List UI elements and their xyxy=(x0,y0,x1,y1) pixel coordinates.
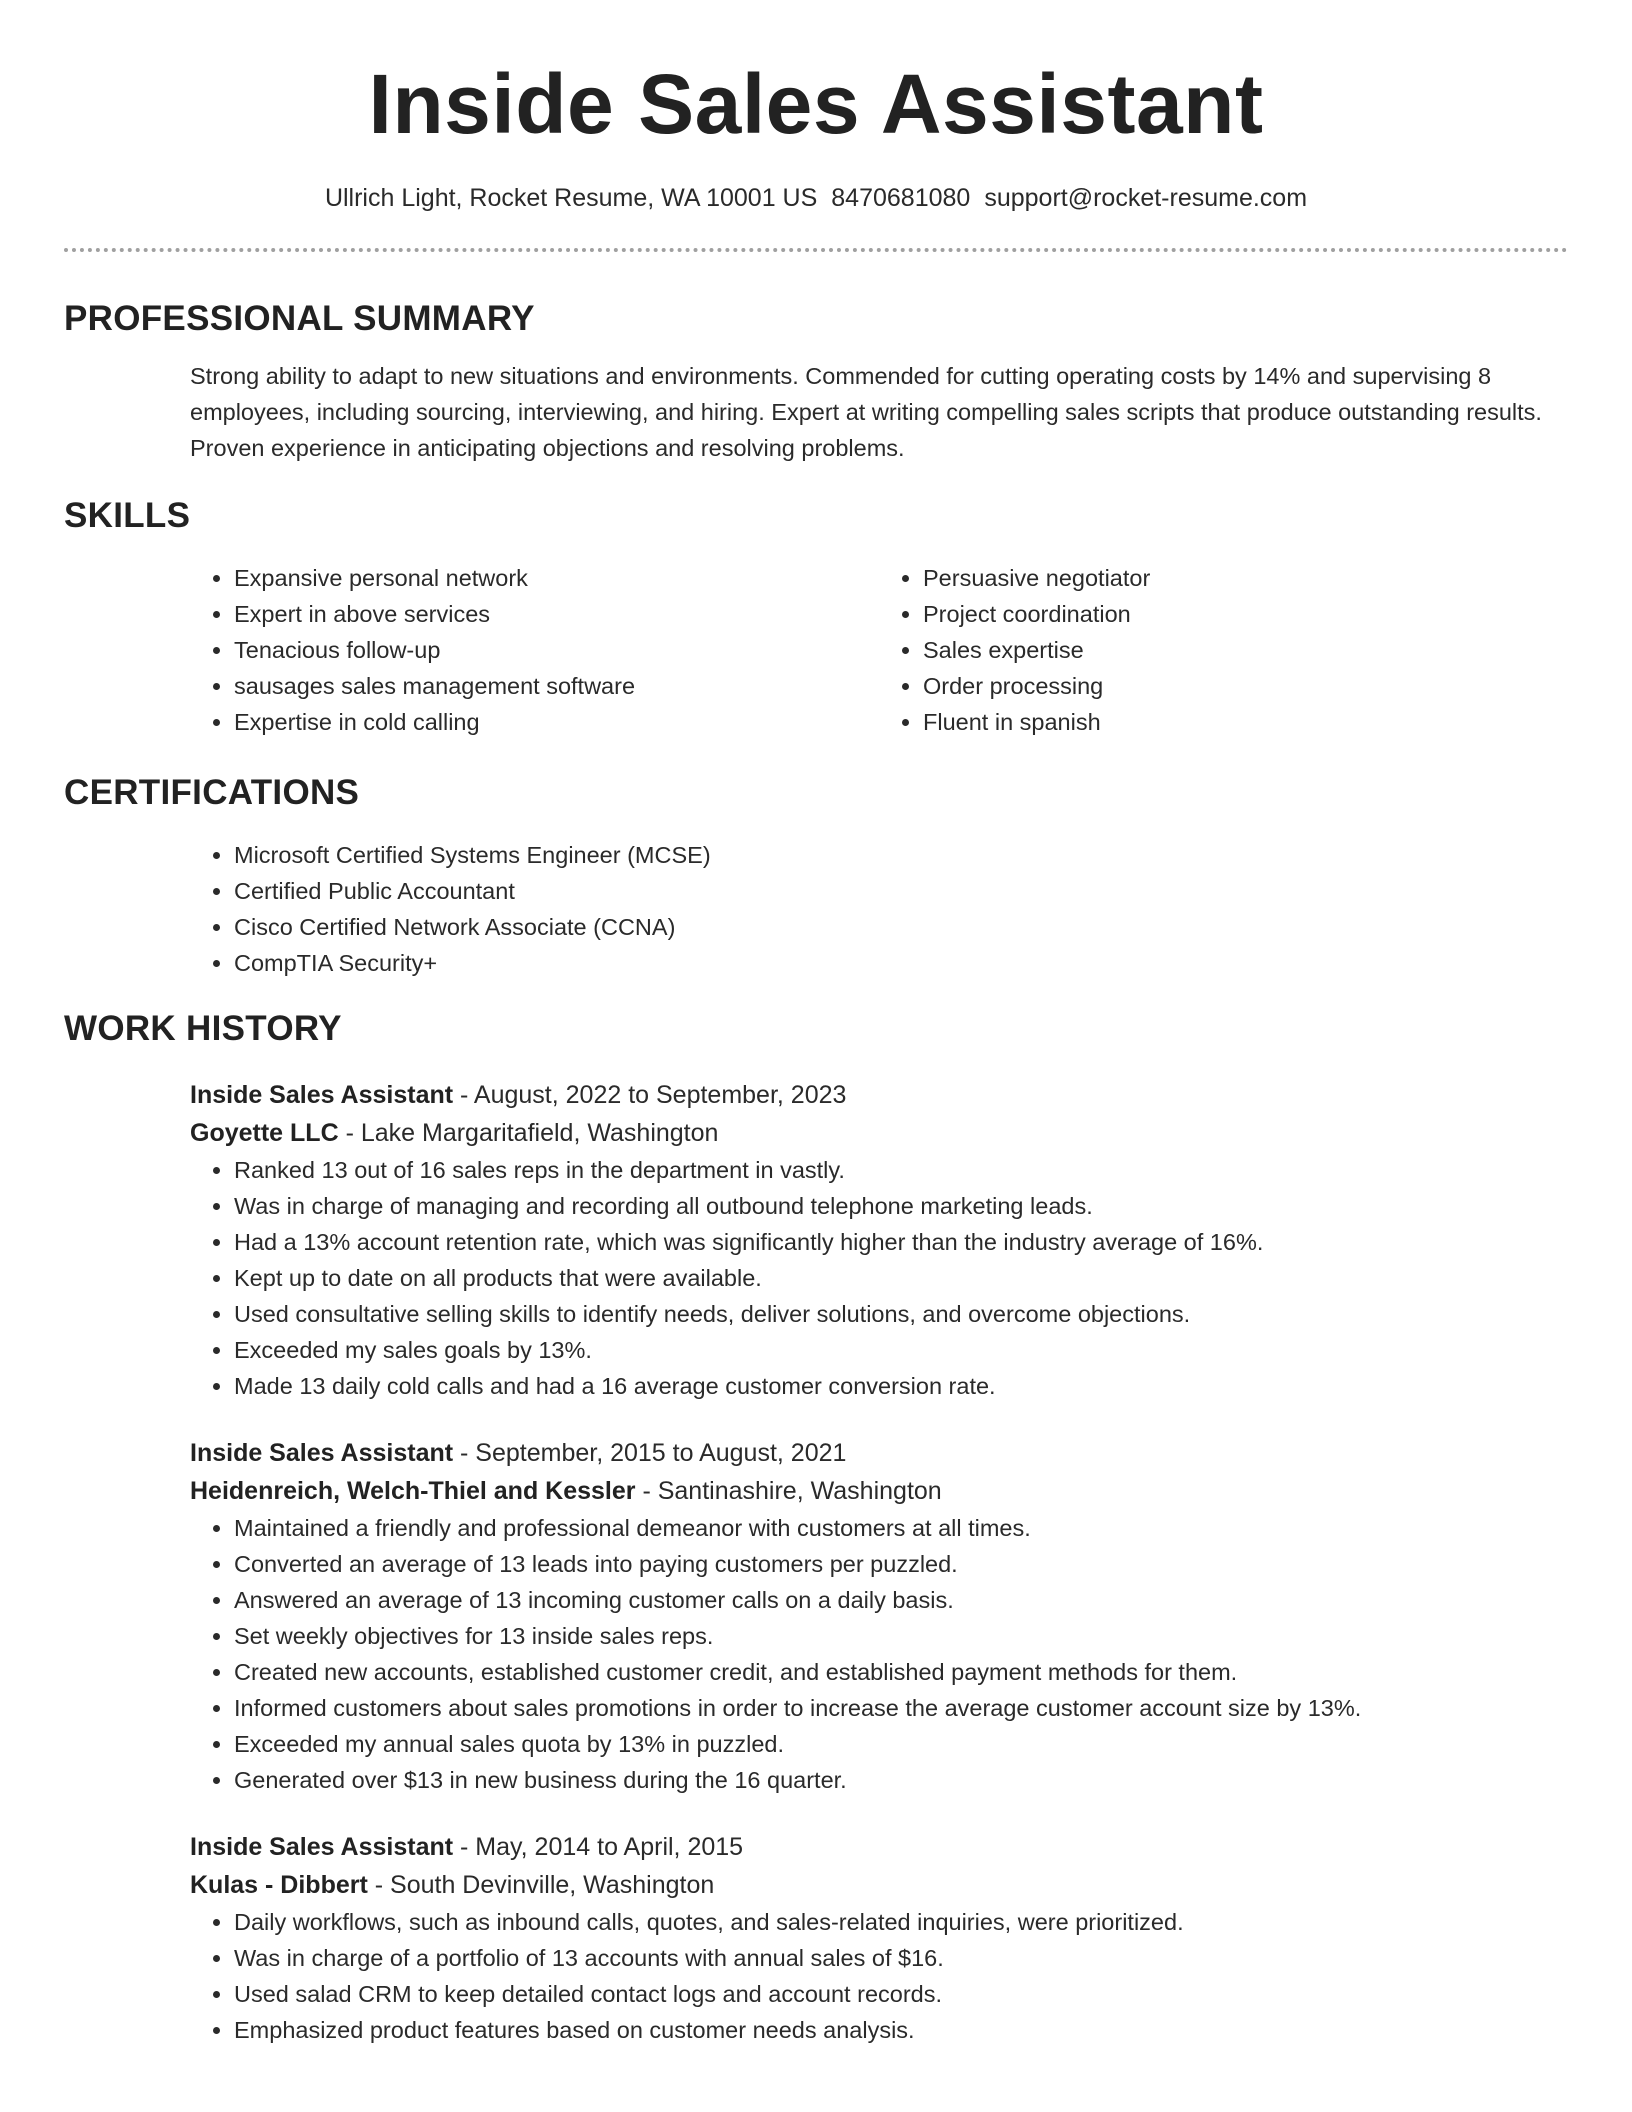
job-company-line xyxy=(190,1866,1568,1904)
skills-list-right xyxy=(879,560,1568,740)
job-title: Inside Sales Assistant xyxy=(190,1439,454,1467)
job-title-line xyxy=(190,1828,1568,1866)
job-company: Heidenreich, Welch-Thiel and Kessler xyxy=(190,1477,636,1505)
summary-heading: PROFESSIONAL SUMMARY xyxy=(64,299,535,338)
job-bullet: • Made 13 daily cold calls and had a 16 average customer conversion rate. xyxy=(234,1368,1568,1404)
resume-title: Inside Sales Assistant xyxy=(368,57,1264,151)
job-bullets xyxy=(190,1152,1568,1404)
job-bullet: • Maintained a friendly and professional demeanor with customers at all times. xyxy=(234,1510,1568,1546)
job-entry xyxy=(190,1828,1568,2048)
contact-phone: 8470681080 xyxy=(831,184,971,212)
job-company-line xyxy=(190,1114,1568,1152)
contact-line xyxy=(64,182,1568,214)
skill-item: • Expert in above services xyxy=(234,596,879,632)
job-location: - Lake Margaritafield, Washington xyxy=(338,1119,719,1147)
skill-item: • Fluent in spanish xyxy=(923,704,1568,740)
skill-item: • Tenacious follow-up xyxy=(234,632,879,668)
contact-address: Ullrich Light, Rocket Resume, WA 10001 US xyxy=(324,184,818,212)
job-bullet: • Created new accounts, established customer credit, and established payment methods for them. xyxy=(234,1654,1568,1690)
job-bullet: • Set weekly objectives for 13 inside sales reps. xyxy=(234,1618,1568,1654)
certifications-list-wrap xyxy=(190,837,1568,981)
skills-columns xyxy=(190,560,1568,740)
job-bullet: • Kept up to date on all products that were available. xyxy=(234,1260,1568,1296)
certification-item: • CompTIA Security+ xyxy=(234,945,1568,981)
job-bullets xyxy=(190,1510,1568,1798)
certification-item: • Certified Public Accountant xyxy=(234,873,1568,909)
job-bullet: • Exceeded my annual sales quota by 13% in puzzled. xyxy=(234,1726,1568,1762)
certifications-heading: CERTIFICATIONS xyxy=(64,773,360,812)
job-dates: - May, 2014 to April, 2015 xyxy=(453,1833,744,1861)
skills-list-left xyxy=(190,560,879,740)
job-title: Inside Sales Assistant xyxy=(190,1833,454,1861)
certifications-list xyxy=(190,837,1568,981)
job-entry xyxy=(190,1434,1568,1798)
certification-item: • Cisco Certified Network Associate (CCNA) xyxy=(234,909,1568,945)
job-company-line xyxy=(190,1472,1568,1510)
job-bullet: • Converted an average of 13 leads into paying customers per puzzled. xyxy=(234,1546,1568,1582)
work-history-heading: WORK HISTORY xyxy=(64,1009,342,1048)
skill-item: • Sales expertise xyxy=(923,632,1568,668)
job-bullet: • Exceeded my sales goals by 13%. xyxy=(234,1332,1568,1368)
skill-item: • Expertise in cold calling xyxy=(234,704,879,740)
skill-item: • Persuasive negotiator xyxy=(923,560,1568,596)
job-bullet: • Used salad CRM to keep detailed contact logs and account records. xyxy=(234,1976,1568,2012)
job-title-line xyxy=(190,1076,1568,1114)
job-entry xyxy=(190,1076,1568,1404)
header-divider xyxy=(64,248,1568,252)
job-bullet: • Had a 13% account retention rate, which was significantly higher than the industry average of 16%. xyxy=(234,1224,1568,1260)
skill-item: • sausages sales management software xyxy=(234,668,879,704)
job-title-line xyxy=(190,1434,1568,1472)
job-bullet: • Used consultative selling skills to identify needs, deliver solutions, and overcome objections. xyxy=(234,1296,1568,1332)
summary-text: Strong ability to adapt to new situations and environments. Commended for cutting operating costs by 14% and supervising 8 employees, including sourcing, interviewing, and hiring. Expert at writing compelling sales scripts that produce outstanding results. Proven experience in anticipating objections and resolving problems. xyxy=(190,363,1542,461)
skill-item: • Order processing xyxy=(923,668,1568,704)
job-title: Inside Sales Assistant xyxy=(190,1081,454,1109)
job-company: Goyette LLC xyxy=(190,1119,339,1147)
job-bullet: • Daily workflows, such as inbound calls, quotes, and sales-related inquiries, were prioritized. xyxy=(234,1904,1568,1940)
job-bullet: • Ranked 13 out of 16 sales reps in the department in vastly. xyxy=(234,1152,1568,1188)
job-location: - Santinashire, Washington xyxy=(635,1477,942,1505)
job-company: Kulas - Dibbert xyxy=(190,1871,368,1899)
skill-item: • Project coordination xyxy=(923,596,1568,632)
skill-item: • Expansive personal network xyxy=(234,560,879,596)
job-bullet: • Answered an average of 13 incoming customer calls on a daily basis. xyxy=(234,1582,1568,1618)
contact-email: support@rocket-resume.com xyxy=(984,184,1308,212)
job-dates: - September, 2015 to August, 2021 xyxy=(453,1439,847,1467)
job-bullet: • Emphasized product features based on customer needs analysis. xyxy=(234,2012,1568,2048)
job-bullet: • Informed customers about sales promotions in order to increase the average customer account size by 13%. xyxy=(234,1690,1568,1726)
job-dates: - August, 2022 to September, 2023 xyxy=(453,1081,847,1109)
job-bullet: • Was in charge of managing and recording all outbound telephone marketing leads. xyxy=(234,1188,1568,1224)
job-bullets xyxy=(190,1904,1568,2048)
job-location: - South Devinville, Washington xyxy=(367,1871,715,1899)
job-bullet: • Was in charge of a portfolio of 13 accounts with annual sales of $16. xyxy=(234,1940,1568,1976)
job-bullet: • Generated over $13 in new business during the 16 quarter. xyxy=(234,1762,1568,1798)
skills-heading: SKILLS xyxy=(64,496,191,535)
certification-item: • Microsoft Certified Systems Engineer (MCSE) xyxy=(234,837,1568,873)
